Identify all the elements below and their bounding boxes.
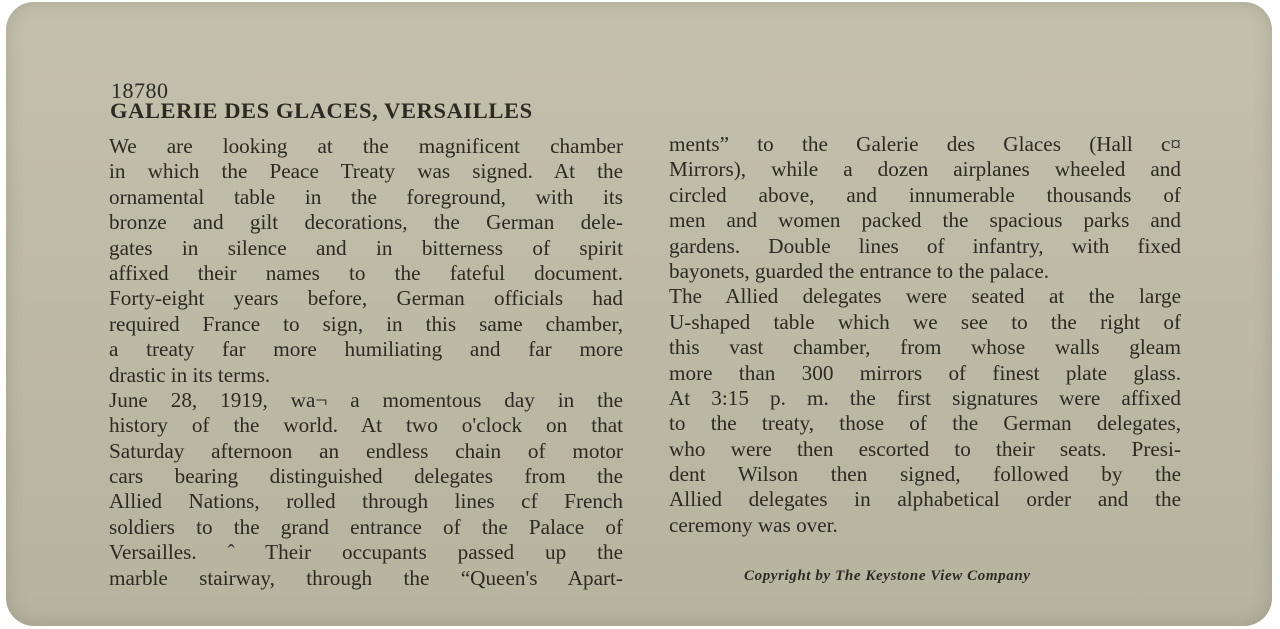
text-line: Allied delegates in alphabetical order and the bbox=[669, 487, 1181, 512]
text-line: gates in silence and in bitterness of spirit bbox=[109, 235, 623, 260]
copyright-notice: Copyright by The Keystone View Company bbox=[744, 568, 1031, 584]
right-text-column bbox=[669, 132, 1181, 538]
text-line: marble stairway, through the “Queen's Apart- bbox=[109, 565, 623, 590]
text-line: June 28, 1919, wa¬ a momentous day in the bbox=[109, 387, 623, 412]
text-line: bayonets, guarded the entrance to the palace. bbox=[669, 258, 1050, 283]
text-line: ornamental table in the foreground, with its bbox=[109, 184, 623, 209]
text-line: drastic in its terms. bbox=[109, 362, 271, 387]
text-line: required France to sign, in this same chamber, bbox=[109, 311, 623, 336]
text-line: Mirrors), while a dozen airplanes wheeled and bbox=[669, 157, 1181, 182]
text-line: circled above, and innumerable thousands of bbox=[669, 182, 1181, 207]
text-line: gardens. Double lines of infantry, with fixed bbox=[669, 233, 1181, 258]
text-line: in which the Peace Treaty was signed. At the bbox=[109, 159, 623, 184]
text-line: We are looking at the magnificent chamber bbox=[109, 134, 623, 158]
text-line: Forty-eight years before, German officials had bbox=[109, 286, 623, 311]
text-line: a treaty far more humiliating and far more bbox=[109, 337, 623, 362]
text-line: ceremony was over. bbox=[669, 512, 838, 537]
left-text-column bbox=[109, 134, 623, 591]
text-line: to the treaty, those of the German delegates, bbox=[669, 411, 1181, 436]
text-line: who were then escorted to their seats. Presi- bbox=[669, 436, 1181, 461]
text-line: bronze and gilt decorations, the German dele- bbox=[109, 210, 623, 235]
text-line: ments” to the Galerie des Glaces (Hall c¤ bbox=[669, 132, 1181, 156]
text-line: soldiers to the grand entrance of the Palace of bbox=[109, 514, 623, 539]
stereoview-card-back bbox=[6, 2, 1272, 626]
text-line: At 3:15 p. m. the first signatures were affixed bbox=[669, 385, 1181, 410]
text-line: history of the world. At two o'clock on that bbox=[109, 413, 623, 438]
card-title: GALERIE DES GLACES, VERSAILLES bbox=[110, 98, 533, 123]
text-line: U-shaped table which we see to the right of bbox=[669, 309, 1181, 334]
text-line: The Allied delegates were seated at the large bbox=[669, 284, 1181, 309]
text-line: cars bearing distinguished delegates from the bbox=[109, 464, 623, 489]
catalog-number: 18780 bbox=[111, 78, 169, 103]
text-line: this vast chamber, from whose walls gleam bbox=[669, 335, 1181, 360]
text-line: Saturday afternoon an endless chain of motor bbox=[109, 438, 623, 463]
text-line: more than 300 mirrors of finest plate glass. bbox=[669, 360, 1181, 385]
text-line: dent Wilson then signed, followed by the bbox=[669, 462, 1181, 487]
text-line: Allied Nations, rolled through lines cf French bbox=[109, 489, 623, 514]
text-line: men and women packed the spacious parks and bbox=[669, 208, 1181, 233]
text-line: Versailles. ˆ Their occupants passed up the bbox=[109, 540, 623, 565]
text-line: affixed their names to the fateful document. bbox=[109, 260, 623, 285]
